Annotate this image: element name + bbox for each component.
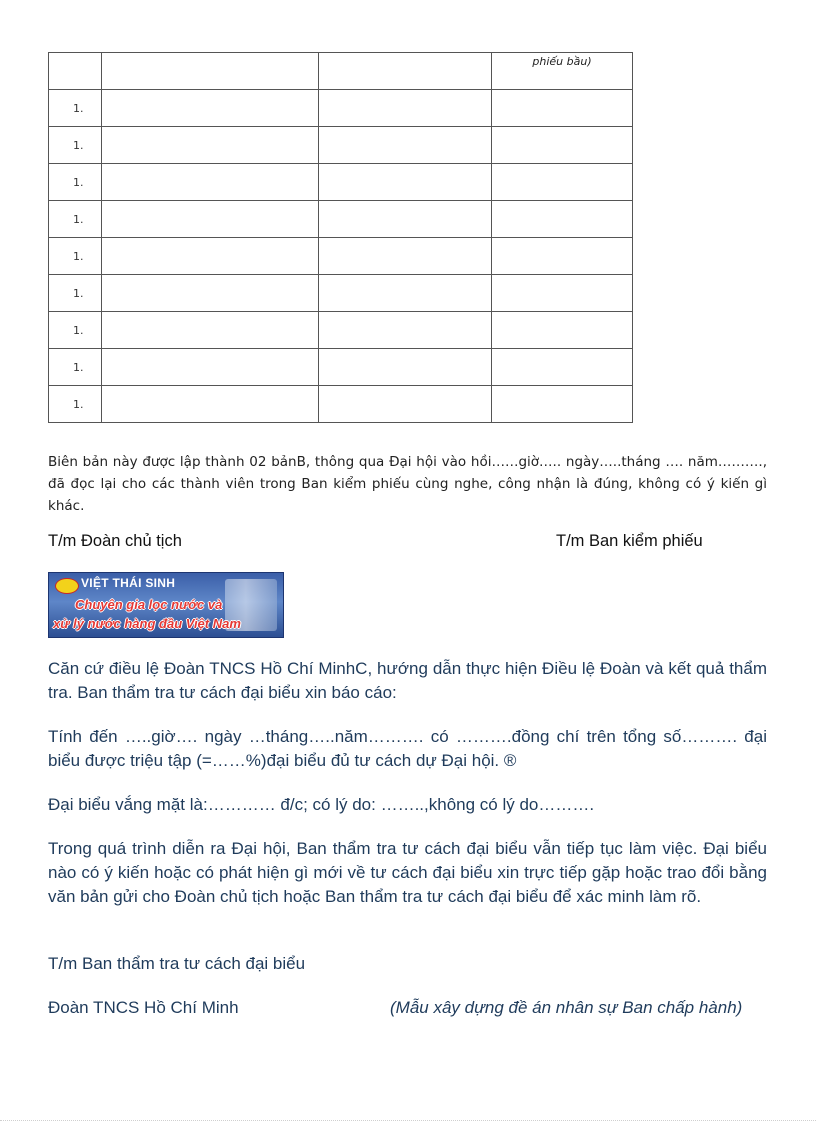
page-divider [0, 1120, 816, 1121]
table-cell [319, 53, 492, 90]
credentials-sign: T/m Ban thẩm tra tư cách đại biểu [48, 954, 306, 973]
row-number: 1. [49, 312, 102, 349]
table-header-note: phiếu bầu) [492, 53, 633, 90]
table-row [49, 386, 633, 423]
table-row [49, 312, 633, 349]
row-number: 1. [49, 386, 102, 423]
credentials-paragraph-2: Tính đến …..giờ…. ngày …tháng…..năm………. có ……….đồng chí trên tổng số………. đại biểu được triệu tập (=……%)đại biểu đủ tư cách dự Đại hội. ® [48, 727, 767, 770]
table-row [49, 90, 633, 127]
brand-logo-icon [55, 578, 79, 594]
advertisement-banner[interactable] [48, 572, 284, 638]
table-row [49, 164, 633, 201]
table-row [49, 349, 633, 386]
credentials-paragraph-4: Trong quá trình diễn ra Đại hội, Ban thẩm tra tư cách đại biểu vẫn tiếp tục làm việc. Đại biểu nào có ý kiến hoặc có phát hiện gì mới về tư cách đại biểu xin trực tiếp gặp hoặc trao đổi bằng văn bản gửi cho Đoàn chủ tịch hoặc Ban thẩm tra tư cách đại biểu để xác minh làm rõ. [48, 839, 767, 906]
table-row [49, 275, 633, 312]
organization-name: Đoàn TNCS Hồ Chí Minh [48, 998, 239, 1017]
row-number: 1. [49, 164, 102, 201]
banner-slogan-line2: xử lý nước hàng đầu Việt Nam [53, 616, 241, 631]
banner-slogan-line1: Chuyên gia lọc nước và [75, 597, 223, 612]
banner-brand: VIỆT THÁI SINH [81, 576, 176, 590]
table-cell [102, 53, 319, 90]
row-number: 1. [49, 275, 102, 312]
table-cell [49, 53, 102, 90]
credentials-paragraph-1: Căn cứ điều lệ Đoàn TNCS Hồ Chí MinhC, hướng dẫn thực hiện Điều lệ Đoàn và kết quả thẩm tra. Ban thẩm tra tư cách đại biểu xin báo cáo: [48, 659, 767, 702]
row-number: 1. [49, 127, 102, 164]
row-number: 1. [49, 90, 102, 127]
table-row [49, 127, 633, 164]
row-number: 1. [49, 349, 102, 386]
vote-count-table [48, 52, 633, 423]
template-note: (Mẫu xây dựng đề án nhân sự Ban chấp hành) [390, 998, 743, 1017]
table-row [49, 201, 633, 238]
sign-right-label: T/m Ban kiểm phiếu [556, 532, 703, 550]
table-header-row [49, 53, 633, 90]
credentials-paragraph-3: Đại biểu vắng mặt là:………… đ/c; có lý do: ……..,không có lý do………. [48, 795, 595, 814]
report-paragraph: Biên bản này được lập thành 02 bảnB, thông qua Đại hội vào hồi……giờ….. ngày…..tháng …. năm………., đã đọc lại cho các thành viên trong Ban kiểm phiếu cùng nghe, công nhận là đúng, không có ý kiến gì khác. [48, 454, 767, 514]
row-number: 1. [49, 238, 102, 275]
table-row [49, 238, 633, 275]
sign-left-label: T/m Đoàn chủ tịch [48, 532, 182, 550]
row-number: 1. [49, 201, 102, 238]
